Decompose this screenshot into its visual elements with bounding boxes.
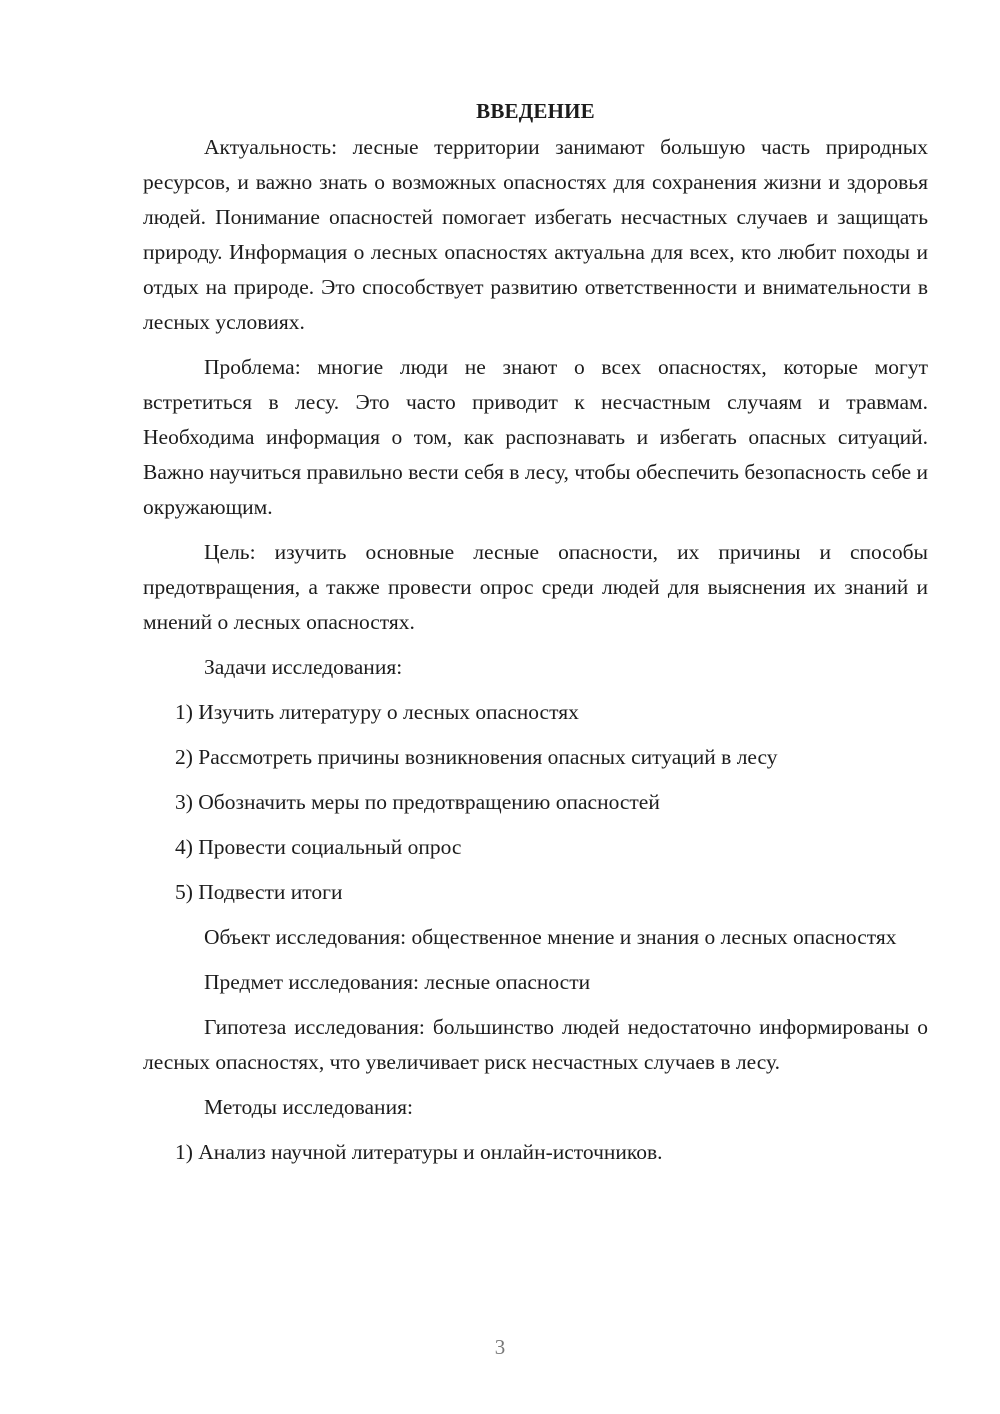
page-number: 3	[494, 1335, 506, 1359]
task-item-4: 4) Провести социальный опрос	[175, 835, 462, 859]
paragraph-relevance: Актуальность: лесные территории занимают большую часть природных ресурсов, и важно знать о возможных опасностях для сохранения жизни и здоровья людей. Понимание опасностей помогает избегать несчастных случаев и защищать природу. Информация о лесных опасностях актуальна для всех, кто любит походы и отдых на природе. Это способствует развитию ответственности и внимательности в лесных условиях.	[143, 135, 928, 334]
tasks-heading: Задачи исследования:	[204, 655, 403, 679]
task-item-1: 1) Изучить литературу о лесных опасностях	[175, 700, 579, 724]
section-title: ВВЕДЕНИЕ	[476, 99, 595, 123]
task-item-3: 3) Обозначить меры по предотвращению опасностей	[175, 790, 660, 814]
page-content	[143, 96, 928, 1180]
task-item-5: 5) Подвести итоги	[175, 880, 343, 904]
method-item-1: 1) Анализ научной литературы и онлайн-источников.	[175, 1140, 663, 1164]
paragraph-subject: Предмет исследования: лесные опасности	[204, 970, 591, 994]
paragraph-problem: Проблема: многие люди не знают о всех опасностях, которые могут встретиться в лесу. Это часто приводит к несчастным случаям и травмам. Необходима информация о том, как распознавать и избегать опасных ситуаций. Важно научиться правильно вести себя в лесу, чтобы обеспечить безопасность себе и окружающим.	[143, 355, 928, 519]
paragraph-object: Объект исследования: общественное мнение и знания о лесных опасностях	[204, 925, 897, 949]
task-item-2: 2) Рассмотреть причины возникновения опасных ситуаций в лесу	[175, 745, 778, 769]
methods-heading: Методы исследования:	[204, 1095, 413, 1119]
paragraph-goal: Цель: изучить основные лесные опасности, их причины и способы предотвращения, а также провести опрос среди людей для выяснения их знаний и мнений о лесных опасностях.	[143, 540, 928, 634]
paragraph-hypothesis: Гипотеза исследования: большинство людей недостаточно информированы о лесных опасностях, что увеличивает риск несчастных случаев в лесу.	[143, 1015, 928, 1074]
